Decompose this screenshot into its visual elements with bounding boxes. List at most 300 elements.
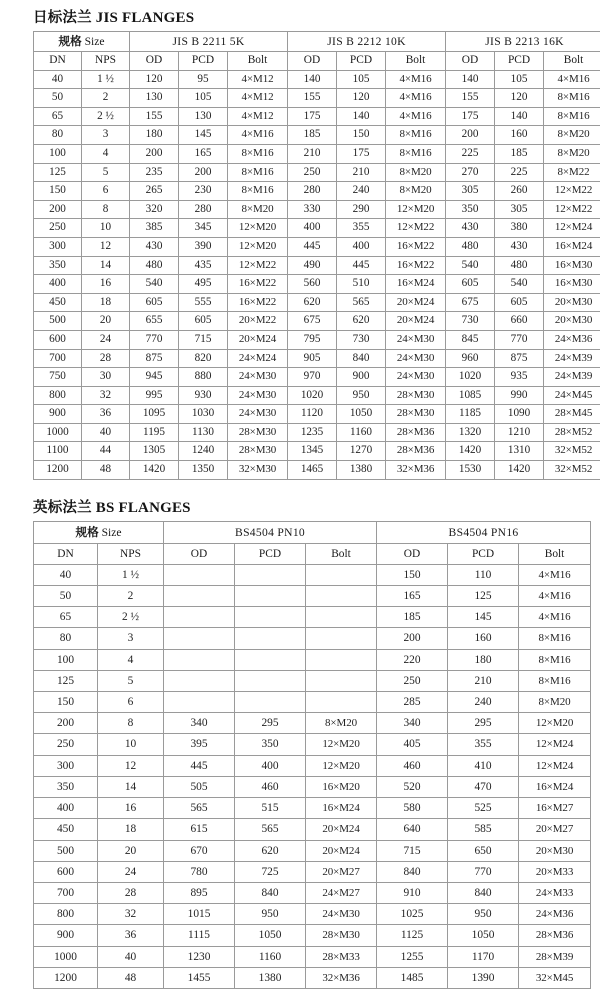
cell-pcd-6: 620	[337, 312, 386, 331]
cell-od-5: 1255	[377, 946, 448, 967]
cell-bolt-7: 12×M24	[519, 734, 591, 755]
cell-pcd-6: 355	[448, 734, 519, 755]
table-row	[34, 564, 591, 585]
table-row	[34, 89, 600, 108]
cell-pcd-6: 400	[337, 237, 386, 256]
cell-od-8: 1085	[446, 386, 495, 405]
cell-od-8: 270	[446, 163, 495, 182]
cell-bolt-4: 24×M30	[306, 904, 377, 925]
cell-od-8: 1320	[446, 423, 495, 442]
table-row	[34, 904, 591, 925]
cell-od-5: 250	[288, 163, 337, 182]
cell-od-5: 520	[377, 776, 448, 797]
cell-od-8: 350	[446, 200, 495, 219]
cell-pcd-3: 1380	[235, 967, 306, 988]
cell-od-2: 340	[164, 713, 235, 734]
cell-bolt-10: 28×M45	[544, 405, 600, 424]
jis-size-group-cjk: 规格	[58, 34, 81, 48]
cell-pcd-6: 290	[337, 200, 386, 219]
cell-dn-0: 65	[34, 607, 98, 628]
cell-pcd-9: 225	[495, 163, 544, 182]
table-row	[34, 882, 591, 903]
cell-od-8: 480	[446, 237, 495, 256]
cell-od-8: 1020	[446, 368, 495, 387]
jis-table-body	[34, 70, 600, 479]
cell-od-2: 780	[164, 861, 235, 882]
cell-dn-0: 700	[34, 349, 82, 368]
cell-od-2: 155	[130, 107, 179, 126]
cell-od-8: 605	[446, 275, 495, 294]
cell-od-5: 400	[288, 219, 337, 238]
table-row	[34, 628, 591, 649]
cell-od-2: 1305	[130, 442, 179, 461]
cell-nps-1: 8	[82, 200, 130, 219]
cell-od-5: 285	[377, 692, 448, 713]
cell-pcd-3: 1350	[179, 461, 228, 480]
jis-size-group-latin: Size	[85, 35, 105, 48]
cell-od-8: 430	[446, 219, 495, 238]
cell-od-2	[164, 564, 235, 585]
bs-col-od-pn16: OD	[377, 543, 448, 564]
bs-size-group-cjk: 规格	[75, 525, 98, 539]
cell-bolt-7: 12×M24	[519, 755, 591, 776]
cell-od-2: 770	[130, 330, 179, 349]
cell-nps-1: 48	[98, 967, 164, 988]
cell-pcd-9: 1090	[495, 405, 544, 424]
cell-pcd-6: 1390	[448, 967, 519, 988]
table-row	[34, 70, 600, 89]
jis-flanges-table	[33, 31, 600, 480]
cell-bolt-10: 16×M24	[544, 237, 600, 256]
cell-pcd-3	[235, 586, 306, 607]
bs-size-group-header	[34, 521, 164, 543]
cell-bolt-4: 28×M33	[306, 946, 377, 967]
bs-col-bolt-pn10: Bolt	[306, 543, 377, 564]
cell-od-5: 840	[377, 861, 448, 882]
cell-bolt-10: 12×M22	[544, 182, 600, 201]
cell-od-2	[164, 670, 235, 691]
cell-od-5: 580	[377, 798, 448, 819]
cell-od-2: 385	[130, 219, 179, 238]
cell-nps-1: 1 ½	[82, 70, 130, 89]
cell-bolt-7: 12×M20	[519, 713, 591, 734]
jis-title-cjk: 日标法兰	[33, 10, 92, 26]
cell-pcd-3: 495	[179, 275, 228, 294]
cell-od-2: 1095	[130, 405, 179, 424]
table-row	[34, 330, 600, 349]
bs-table-head	[34, 521, 591, 564]
cell-nps-1: 6	[82, 182, 130, 201]
cell-dn-0: 125	[34, 163, 82, 182]
cell-pcd-3: 295	[235, 713, 306, 734]
cell-nps-1: 20	[98, 840, 164, 861]
cell-dn-0: 50	[34, 89, 82, 108]
cell-od-2: 995	[130, 386, 179, 405]
table-row	[34, 386, 600, 405]
cell-nps-1: 12	[82, 237, 130, 256]
cell-pcd-6: 840	[448, 882, 519, 903]
cell-pcd-9: 540	[495, 275, 544, 294]
table-row	[34, 219, 600, 238]
cell-bolt-10: 8×M16	[544, 89, 600, 108]
cell-od-5: 1345	[288, 442, 337, 461]
cell-dn-0: 80	[34, 126, 82, 145]
table-row	[34, 293, 600, 312]
cell-od-5: 640	[377, 819, 448, 840]
cell-bolt-4: 28×M30	[228, 423, 288, 442]
cell-pcd-3: 165	[179, 144, 228, 163]
cell-dn-0: 350	[34, 256, 82, 275]
cell-pcd-3: 725	[235, 861, 306, 882]
cell-dn-0: 500	[34, 840, 98, 861]
cell-bolt-4: 8×M16	[228, 182, 288, 201]
jis-group-header-5k: JIS B 2211 5K	[130, 32, 288, 52]
cell-od-8: 675	[446, 293, 495, 312]
table-row	[34, 649, 591, 670]
cell-dn-0: 900	[34, 925, 98, 946]
cell-od-8: 175	[446, 107, 495, 126]
cell-od-2: 945	[130, 368, 179, 387]
cell-od-5: 165	[377, 586, 448, 607]
cell-bolt-4: 12×M20	[306, 734, 377, 755]
cell-od-2	[164, 586, 235, 607]
cell-nps-1: 28	[98, 882, 164, 903]
cell-pcd-3: 605	[179, 312, 228, 331]
bs-group-header-pn10: BS4504 PN10	[164, 521, 377, 543]
cell-od-5: 1120	[288, 405, 337, 424]
cell-pcd-3: 840	[235, 882, 306, 903]
cell-nps-1: 36	[98, 925, 164, 946]
cell-dn-0: 1200	[34, 967, 98, 988]
cell-bolt-4	[306, 670, 377, 691]
cell-bolt-7: 20×M24	[386, 293, 446, 312]
cell-nps-1: 14	[82, 256, 130, 275]
cell-bolt-4: 12×M20	[228, 237, 288, 256]
cell-bolt-4: 4×M16	[228, 126, 288, 145]
cell-nps-1: 5	[82, 163, 130, 182]
cell-bolt-10: 20×M30	[544, 312, 600, 331]
cell-dn-0: 800	[34, 386, 82, 405]
cell-pcd-6: 585	[448, 819, 519, 840]
cell-pcd-9: 875	[495, 349, 544, 368]
jis-group-header-16k: JIS B 2213 16K	[446, 32, 600, 52]
bs-col-pcd-pn10: PCD	[235, 543, 306, 564]
cell-pcd-6: 730	[337, 330, 386, 349]
cell-dn-0: 600	[34, 330, 82, 349]
cell-bolt-4: 28×M30	[228, 442, 288, 461]
cell-pcd-3: 435	[179, 256, 228, 275]
cell-bolt-4: 8×M16	[228, 163, 288, 182]
cell-pcd-3: 230	[179, 182, 228, 201]
cell-bolt-10: 24×M45	[544, 386, 600, 405]
cell-dn-0: 125	[34, 670, 98, 691]
bs-section-title	[0, 496, 600, 521]
cell-nps-1: 36	[82, 405, 130, 424]
cell-nps-1: 8	[98, 713, 164, 734]
table-row	[34, 442, 600, 461]
cell-bolt-7: 32×M45	[519, 967, 591, 988]
jis-col-bolt-16k: Bolt	[544, 52, 600, 71]
cell-pcd-6: 295	[448, 713, 519, 734]
cell-bolt-7: 20×M33	[519, 861, 591, 882]
cell-pcd-9: 380	[495, 219, 544, 238]
cell-od-2: 1455	[164, 967, 235, 988]
cell-od-5: 905	[288, 349, 337, 368]
table-row	[34, 798, 591, 819]
cell-od-5: 140	[288, 70, 337, 89]
cell-od-2: 875	[130, 349, 179, 368]
cell-bolt-10: 28×M52	[544, 423, 600, 442]
cell-pcd-6: 210	[448, 670, 519, 691]
cell-od-2	[164, 628, 235, 649]
cell-nps-1: 10	[82, 219, 130, 238]
cell-dn-0: 500	[34, 312, 82, 331]
cell-pcd-9: 105	[495, 70, 544, 89]
cell-nps-1: 1 ½	[98, 564, 164, 585]
cell-pcd-3: 350	[235, 734, 306, 755]
cell-od-8: 1185	[446, 405, 495, 424]
cell-pcd-3: 105	[179, 89, 228, 108]
cell-pcd-9: 1210	[495, 423, 544, 442]
cell-dn-0: 400	[34, 798, 98, 819]
cell-bolt-7: 24×M30	[386, 349, 446, 368]
cell-bolt-4: 28×M30	[306, 925, 377, 946]
cell-pcd-6: 240	[448, 692, 519, 713]
cell-pcd-6: 770	[448, 861, 519, 882]
cell-od-2: 655	[130, 312, 179, 331]
cell-od-8: 140	[446, 70, 495, 89]
cell-nps-1: 18	[82, 293, 130, 312]
table-row	[34, 586, 591, 607]
cell-bolt-7: 28×M36	[386, 442, 446, 461]
jis-group-header-row	[34, 32, 600, 52]
cell-pcd-9: 120	[495, 89, 544, 108]
cell-od-2: 1115	[164, 925, 235, 946]
cell-pcd-9: 605	[495, 293, 544, 312]
cell-dn-0: 250	[34, 219, 82, 238]
cell-pcd-3: 1030	[179, 405, 228, 424]
cell-dn-0: 50	[34, 586, 98, 607]
cell-od-2	[164, 649, 235, 670]
cell-bolt-4	[306, 692, 377, 713]
cell-bolt-7: 24×M36	[519, 904, 591, 925]
cell-bolt-7: 24×M30	[386, 330, 446, 349]
cell-bolt-4	[306, 628, 377, 649]
cell-bolt-7: 8×M16	[519, 670, 591, 691]
jis-col-bolt-10k: Bolt	[386, 52, 446, 71]
cell-pcd-3: 130	[179, 107, 228, 126]
cell-pcd-3: 1240	[179, 442, 228, 461]
cell-pcd-6: 525	[448, 798, 519, 819]
cell-nps-1: 12	[98, 755, 164, 776]
cell-bolt-4	[306, 586, 377, 607]
table-row	[34, 755, 591, 776]
cell-od-5: 185	[288, 126, 337, 145]
jis-size-group-header	[34, 32, 130, 52]
cell-pcd-3: 460	[235, 776, 306, 797]
table-row	[34, 237, 600, 256]
cell-od-5: 200	[377, 628, 448, 649]
cell-od-5: 1025	[377, 904, 448, 925]
cell-bolt-4: 16×M20	[306, 776, 377, 797]
cell-dn-0: 300	[34, 755, 98, 776]
cell-pcd-3: 95	[179, 70, 228, 89]
cell-pcd-6: 160	[448, 628, 519, 649]
cell-bolt-10: 32×M52	[544, 442, 600, 461]
cell-od-8: 730	[446, 312, 495, 331]
cell-pcd-3: 820	[179, 349, 228, 368]
cell-bolt-10: 24×M39	[544, 349, 600, 368]
cell-bolt-7: 16×M24	[386, 275, 446, 294]
cell-od-2: 605	[130, 293, 179, 312]
cell-dn-0: 900	[34, 405, 82, 424]
cell-nps-1: 2	[98, 586, 164, 607]
cell-dn-0: 450	[34, 819, 98, 840]
cell-pcd-6: 150	[337, 126, 386, 145]
cell-bolt-4: 24×M30	[228, 405, 288, 424]
cell-dn-0: 700	[34, 882, 98, 903]
jis-col-bolt-5k: Bolt	[228, 52, 288, 71]
cell-bolt-4: 20×M24	[228, 330, 288, 349]
table-row	[34, 405, 600, 424]
cell-nps-1: 28	[82, 349, 130, 368]
cell-bolt-4: 24×M24	[228, 349, 288, 368]
cell-dn-0: 80	[34, 628, 98, 649]
cell-nps-1: 4	[82, 144, 130, 163]
cell-od-8: 200	[446, 126, 495, 145]
cell-od-2: 1230	[164, 946, 235, 967]
cell-nps-1: 48	[82, 461, 130, 480]
cell-nps-1: 10	[98, 734, 164, 755]
cell-bolt-7: 20×M30	[519, 840, 591, 861]
cell-nps-1: 32	[82, 386, 130, 405]
cell-bolt-7: 8×M16	[519, 649, 591, 670]
cell-pcd-3: 715	[179, 330, 228, 349]
cell-pcd-6: 240	[337, 182, 386, 201]
cell-bolt-4: 8×M16	[228, 144, 288, 163]
bs-col-pcd-pn16: PCD	[448, 543, 519, 564]
cell-pcd-9: 430	[495, 237, 544, 256]
cell-bolt-7: 4×M16	[386, 70, 446, 89]
cell-dn-0: 600	[34, 861, 98, 882]
cell-od-5: 560	[288, 275, 337, 294]
cell-bolt-7: 28×M30	[386, 386, 446, 405]
bs-column-header-row	[34, 543, 591, 564]
table-row	[34, 861, 591, 882]
cell-bolt-4	[306, 564, 377, 585]
cell-pcd-3	[235, 670, 306, 691]
table-row	[34, 776, 591, 797]
cell-nps-1: 2 ½	[98, 607, 164, 628]
cell-od-5: 210	[288, 144, 337, 163]
cell-dn-0: 150	[34, 182, 82, 201]
cell-pcd-6: 105	[337, 70, 386, 89]
cell-bolt-4: 24×M27	[306, 882, 377, 903]
section-gap	[0, 480, 600, 496]
cell-dn-0: 750	[34, 368, 82, 387]
table-row	[34, 734, 591, 755]
cell-nps-1: 4	[98, 649, 164, 670]
cell-pcd-6: 180	[448, 649, 519, 670]
cell-dn-0: 100	[34, 649, 98, 670]
cell-bolt-10: 8×M20	[544, 144, 600, 163]
cell-bolt-4: 12×M20	[306, 755, 377, 776]
table-row	[34, 423, 600, 442]
table-row	[34, 461, 600, 480]
table-row	[34, 107, 600, 126]
cell-pcd-9: 140	[495, 107, 544, 126]
cell-bolt-7: 12×M22	[386, 219, 446, 238]
bs-size-group-latin: Size	[102, 526, 122, 539]
cell-dn-0: 1200	[34, 461, 82, 480]
cell-bolt-10: 24×M39	[544, 368, 600, 387]
jis-col-od-16k: OD	[446, 52, 495, 71]
cell-od-8: 1420	[446, 442, 495, 461]
cell-dn-0: 200	[34, 713, 98, 734]
cell-bolt-4: 24×M30	[228, 368, 288, 387]
cell-od-2: 1015	[164, 904, 235, 925]
cell-od-5: 185	[377, 607, 448, 628]
table-row	[34, 713, 591, 734]
cell-pcd-9: 660	[495, 312, 544, 331]
cell-od-5: 175	[288, 107, 337, 126]
cell-pcd-3: 390	[179, 237, 228, 256]
cell-dn-0: 350	[34, 776, 98, 797]
table-row	[34, 670, 591, 691]
jis-section-title	[0, 6, 600, 31]
cell-pcd-3: 145	[179, 126, 228, 145]
cell-bolt-10: 20×M30	[544, 293, 600, 312]
cell-pcd-6: 125	[448, 586, 519, 607]
cell-bolt-4: 16×M24	[306, 798, 377, 819]
cell-od-8: 540	[446, 256, 495, 275]
cell-nps-1: 40	[82, 423, 130, 442]
cell-dn-0: 100	[34, 144, 82, 163]
cell-pcd-3: 515	[235, 798, 306, 819]
cell-bolt-4: 20×M24	[306, 819, 377, 840]
cell-bolt-7: 8×M16	[386, 126, 446, 145]
cell-bolt-7: 8×M16	[519, 628, 591, 649]
cell-dn-0: 1000	[34, 423, 82, 442]
cell-od-2	[164, 692, 235, 713]
jis-column-header-row	[34, 52, 600, 71]
cell-dn-0: 1100	[34, 442, 82, 461]
cell-pcd-3	[235, 564, 306, 585]
cell-dn-0: 300	[34, 237, 82, 256]
cell-pcd-3	[235, 692, 306, 713]
cell-bolt-7: 12×M20	[386, 200, 446, 219]
cell-od-2: 505	[164, 776, 235, 797]
cell-pcd-6: 110	[448, 564, 519, 585]
cell-bolt-7: 16×M24	[519, 776, 591, 797]
table-row	[34, 368, 600, 387]
cell-bolt-4: 32×M36	[306, 967, 377, 988]
cell-bolt-4: 12×M20	[228, 219, 288, 238]
cell-bolt-10: 16×M30	[544, 256, 600, 275]
cell-dn-0: 65	[34, 107, 82, 126]
cell-od-2: 395	[164, 734, 235, 755]
table-row	[34, 275, 600, 294]
cell-bolt-10: 12×M22	[544, 200, 600, 219]
cell-od-5: 280	[288, 182, 337, 201]
cell-bolt-4: 4×M12	[228, 89, 288, 108]
cell-od-5: 1465	[288, 461, 337, 480]
cell-od-5: 1125	[377, 925, 448, 946]
cell-pcd-6: 120	[337, 89, 386, 108]
bs-col-bolt-pn16: Bolt	[519, 543, 591, 564]
cell-pcd-6: 1380	[337, 461, 386, 480]
table-row	[34, 349, 600, 368]
